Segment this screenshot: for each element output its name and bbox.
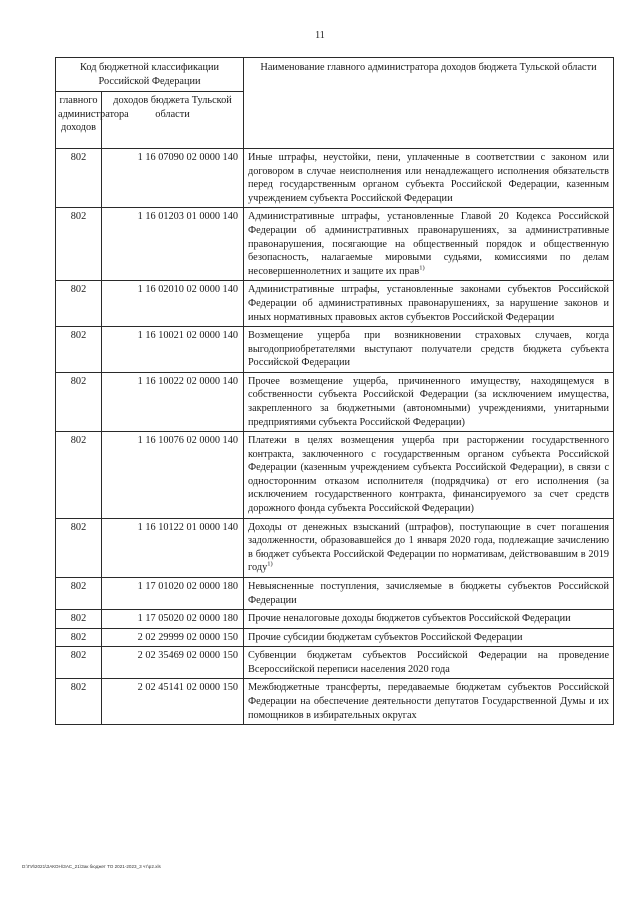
revenue-code-cell: 1 17 05020 02 0000 180 bbox=[102, 610, 244, 629]
admin-code-cell: 802 bbox=[56, 679, 102, 725]
footnote-marker: 1) bbox=[267, 560, 273, 568]
revenue-code-cell: 1 16 01203 01 0000 140 bbox=[102, 208, 244, 281]
revenue-code-cell: 1 17 01020 02 0000 180 bbox=[102, 577, 244, 609]
revenue-code-cell: 1 16 10076 02 0000 140 bbox=[102, 432, 244, 518]
revenue-name-cell bbox=[244, 679, 614, 725]
admin-code-cell: 802 bbox=[56, 372, 102, 431]
admin-column-header: главного администратора доходов bbox=[56, 92, 102, 149]
table-row bbox=[56, 149, 614, 208]
revenue-code-cell: 1 16 02010 02 0000 140 bbox=[102, 281, 244, 327]
table-row bbox=[56, 577, 614, 609]
admin-code-cell: 802 bbox=[56, 149, 102, 208]
admin-code-cell: 802 bbox=[56, 628, 102, 647]
revenue-name-cell bbox=[244, 208, 614, 281]
revenue-name-text: Административные штрафы, установленные законами субъектов Российской Федерации об административных правонарушениях, за нарушение законов и иных нормативных правовых актов субъектов Российской Федерации bbox=[248, 284, 610, 323]
table-row bbox=[56, 647, 614, 679]
budget-classification-table bbox=[55, 57, 614, 725]
revenue-name-cell bbox=[244, 149, 614, 208]
code-group-header: Код бюджетной классификации Российской Федерации bbox=[56, 58, 244, 92]
revenue-code-cell: 1 16 10022 02 0000 140 bbox=[102, 372, 244, 431]
revenue-name-text: Доходы от денежных взысканий (штрафов), поступающие в счет погашения задолженности, образовавшейся до 1 января 2020 года, подлежащие зачислению в бюджет субъекта Российской Федерации по нормативам, действовавшим в 2019 году bbox=[248, 521, 610, 574]
revenue-name-cell bbox=[244, 628, 614, 647]
table-row bbox=[56, 610, 614, 629]
name-column-header: Наименование главного администратора доходов бюджета Тульской области bbox=[244, 58, 614, 149]
revenue-name-cell bbox=[244, 647, 614, 679]
revenue-code-cell: 2 02 29999 02 0000 150 bbox=[102, 628, 244, 647]
revenue-name-cell bbox=[244, 281, 614, 327]
admin-code-cell: 802 bbox=[56, 327, 102, 373]
revenue-name-text: Иные штрафы, неустойки, пени, уплаченные в соответствии с законом или договором в случае неисполнения или ненадлежащего исполнения обязательств перед государственным органом субъекта Российской Федерации, казенным учреждением субъекта Российской Федерации bbox=[248, 152, 610, 204]
revenue-name-text: Прочие субсидии бюджетам субъектов Российской Федерации bbox=[248, 631, 523, 643]
revenue-name-text: Административные штрафы, установленные Главой 20 Кодекса Российской Федерации об административных правонарушениях, за административные правонарушения, посягающие на общественный порядок и общественную безопасность, налагаемые мировыми судьями, комиссиями по делам несовершеннолетних и защите их прав bbox=[248, 211, 610, 277]
admin-code-cell: 802 bbox=[56, 432, 102, 518]
table-row bbox=[56, 679, 614, 725]
table-row bbox=[56, 281, 614, 327]
revenue-code-cell: 2 02 45141 02 0000 150 bbox=[102, 679, 244, 725]
revenue-name-text: Прочее возмещение ущерба, причиненного имуществу, находящемуся в собственности субъекта Российской Федерации (за исключением имущества, закрепленного за бюджетными (автономными) учреждениями, унитарными предприятиями субъекта Российской Федерации) bbox=[248, 375, 610, 428]
admin-code-cell: 802 bbox=[56, 281, 102, 327]
revenue-name-cell bbox=[244, 610, 614, 629]
revenue-name-cell bbox=[244, 432, 614, 518]
revenue-name-cell bbox=[244, 372, 614, 431]
table-body bbox=[56, 149, 614, 725]
table-row bbox=[56, 327, 614, 373]
revenue-name-text: Межбюджетные трансферты, передаваемые бюджетам субъектов Российской Федерации на обеспечение деятельности депутатов Государственной Думы и их помощников в избирательных округах bbox=[248, 682, 610, 721]
revenue-code-cell: 1 16 07090 02 0000 140 bbox=[102, 149, 244, 208]
revenue-name-cell bbox=[244, 577, 614, 609]
table-row bbox=[56, 518, 614, 577]
page-number: 11 bbox=[315, 30, 325, 41]
revenue-code-cell: 1 16 10122 01 0000 140 bbox=[102, 518, 244, 577]
admin-code-cell: 802 bbox=[56, 647, 102, 679]
table-row bbox=[56, 628, 614, 647]
revenue-name-text: Платежи в целях возмещения ущерба при расторжении государственного контракта, заключенного с государственным органом субъекта Российской Федерации (казенным учреждением субъекта Российской Федерации), в связи с односторонним отказом исполнителя (подрядчика) от его исполнения (за исключением государственного контракта, финансируемого за счет средств дорожного фонда субъекта Российской Федерации) bbox=[248, 435, 610, 515]
table-row bbox=[56, 372, 614, 431]
revenue-code-cell: 1 16 10021 02 0000 140 bbox=[102, 327, 244, 373]
revenue-code-cell: 2 02 35469 02 0000 150 bbox=[102, 647, 244, 679]
admin-code-cell: 802 bbox=[56, 518, 102, 577]
revenue-name-text: Возмещение ущерба при возникновении страховых случаев, когда выгодоприобретателями выступают получатели средств бюджета субъекта Российской Федерации bbox=[248, 330, 610, 369]
revenue-column-header: доходов бюджета Тульской области bbox=[102, 92, 244, 149]
footer-file-path: D:\ГИ\2021\ЗАКОН\ЗАС_21\Зак бюджет ТО 2021-2023_3 чт\р2.xls bbox=[22, 864, 161, 869]
admin-code-cell: 802 bbox=[56, 577, 102, 609]
revenue-name-cell bbox=[244, 518, 614, 577]
revenue-name-text: Субвенции бюджетам субъектов Российской Федерации на проведение Всероссийской переписи населения 2020 года bbox=[248, 650, 610, 675]
revenue-name-text: Прочие неналоговые доходы бюджетов субъектов Российской Федерации bbox=[248, 613, 571, 625]
revenue-name-cell bbox=[244, 327, 614, 373]
table-row bbox=[56, 432, 614, 518]
admin-code-cell: 802 bbox=[56, 610, 102, 629]
admin-code-cell: 802 bbox=[56, 208, 102, 281]
table-row bbox=[56, 208, 614, 281]
footnote-marker: 1) bbox=[419, 264, 425, 272]
revenue-name-text: Невыясненные поступления, зачисляемые в бюджеты субъектов Российской Федерации bbox=[248, 580, 610, 606]
